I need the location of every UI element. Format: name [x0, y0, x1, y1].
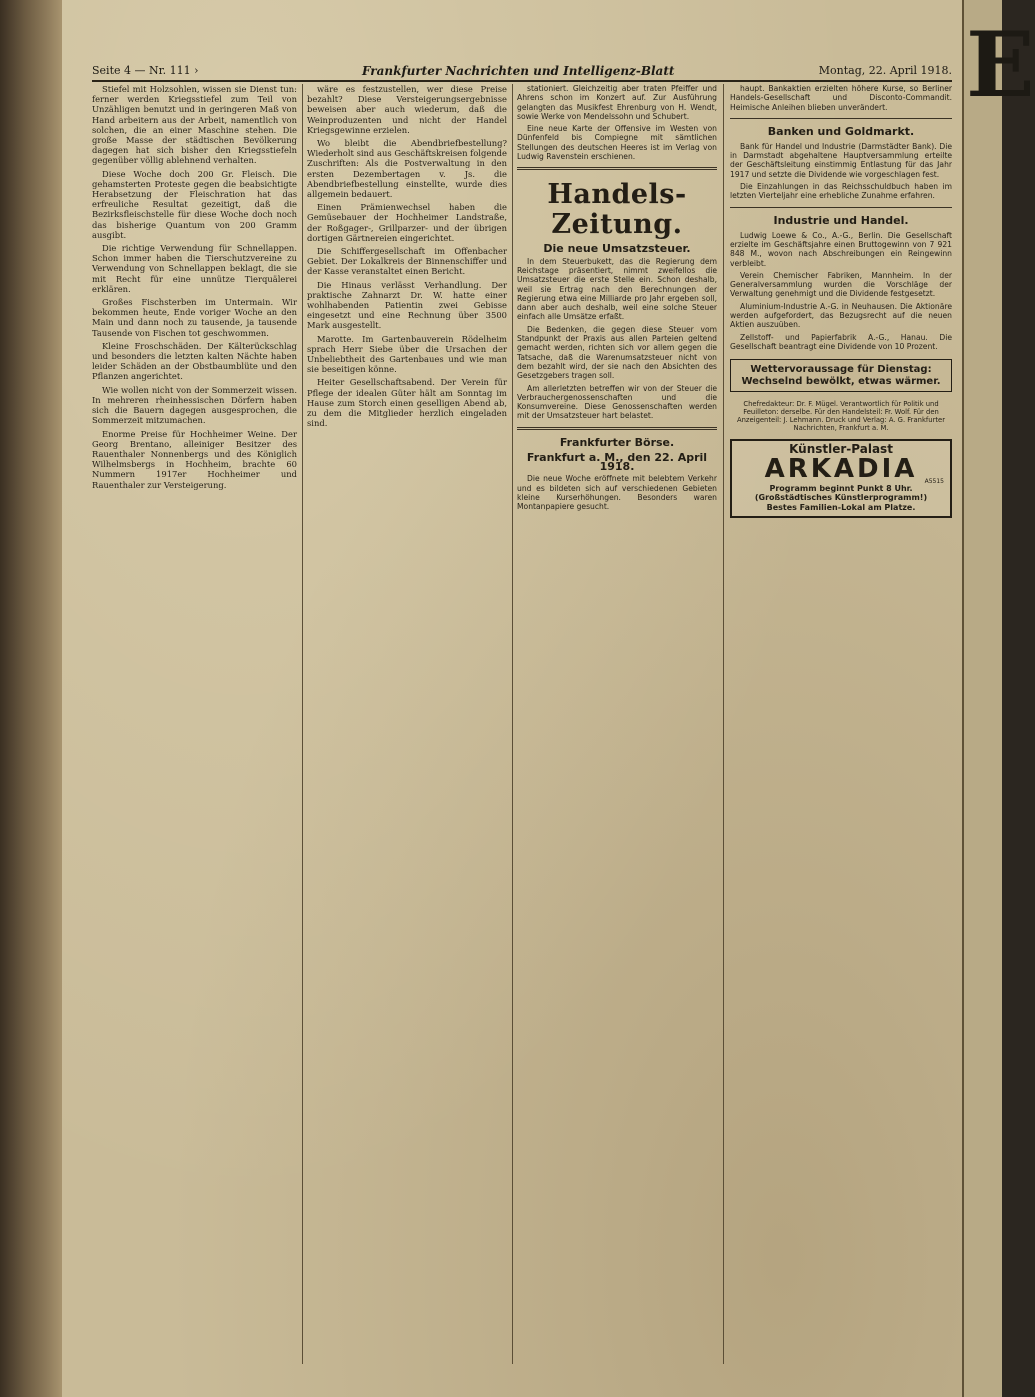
column-4 [730, 84, 952, 1364]
newspaper-page [62, 0, 962, 1397]
weather-box [730, 359, 952, 392]
boerse-dateline: Frankfurt a. M., den 22. April 1918. [526, 450, 708, 474]
section-heading-banken: Banken und Goldmarkt. [767, 124, 915, 138]
article-paragraph: Kleine Froschschäden. Der Kälterückschlag und besonders die letzten kalten Nächte haben leider Schäden an der Obstbaumblüte und den Pflanzen angerichtet. [92, 340, 297, 382]
book-spine [0, 0, 62, 1397]
article-paragraph: Wie wollen nicht von der Sommerzeit wissen. In mehreren rheinhessischen Dörfern haben sich die Bauern dagegen ausgesprochen, die Sommerzeit mitzumachen. [92, 384, 297, 426]
ad-name: ARKADIA [764, 453, 918, 484]
arkadia-advertisement [730, 439, 952, 518]
article-paragraph: Bank für Handel und Industrie (Darmstädter Bank). Die in Darmstadt abgehaltene Hauptversammlung erteilte der Geschäftsleitung einstimmig Entlastung für das Jahr 1917 und setzte die Dividende wie vorgeschlagen fest. [730, 141, 952, 179]
boerse-heading: Frankfurter Börse. [559, 435, 675, 449]
article-paragraph: Am allerletzten betreffen wir von der Steuer die Verbrauchergenossenschaften und die Konsumvereine. Diese Genossenschaften werden mit der Umsatzsteuer hart belastet. [517, 383, 717, 421]
article-paragraph: Marotte. Im Gartenbauverein Rödelheim sprach Herr Siebe über die Ursachen der Unbeliebtheit des Gartenbaues und wie man sie beseitigen könne. [307, 333, 507, 375]
section-divider [517, 427, 717, 430]
column-rule [723, 84, 724, 1364]
article-paragraph: Stiefel mit Holzsohlen, wissen sie Dienst tun: ferner werden Kriegsstiefel zum Teil von Unzähligen benutzt und in geringeren Maß von Hand arbeitern aus der Arbeit, namentlich von solchen, die an einer Maschine stehen. Die große Masse der städtischen Bevölkerung dagegen hat sich bisher den Kriegsstiefeln gegenüber völlig ablehnend verhalten. [92, 84, 297, 166]
ad-line: Bestes Familien-Lokal am Platze. [766, 502, 916, 512]
article-paragraph: Die neue Woche eröffnete mit belebtem Verkehr und es bildeten sich auf verschiedenen Gebieten kleine Kurserhöhungen. Besonders waren Montanpapiere gesucht. [517, 474, 717, 512]
section-divider [517, 167, 717, 170]
section-subheading: Die neue Umsatzsteuer. [543, 242, 691, 256]
article-paragraph: Ludwig Loewe & Co., A.-G., Berlin. Die Gesellschaft erzielte im Geschäftsjahre einen Bruttogewinn von 7 921 848 M., wovon nach Abschreibungen ein Reingewinn verbleibt. [730, 230, 952, 268]
page-number: Seite 4 — Nr. 111 › [92, 64, 199, 77]
ad-code: A5515 [924, 477, 944, 485]
issue-date: Montag, 22. April 1918. [818, 64, 952, 77]
section-heading-industrie: Industrie und Handel. [773, 213, 909, 227]
article-paragraph: Die Bedenken, die gegen diese Steuer vom Standpunkt der Praxis aus allen Parteien geltend gemacht werden, richten sich vor allem gegen die Tatsache, daß die Warenumsatzsteuer nicht von dem bezahlt wird, der sie nach den Absichten des Gesetzgebers tragen soll. [517, 324, 717, 381]
weather-forecast: Wechselnd bewölkt, etwas wärmer. [741, 375, 941, 387]
article-paragraph: Enorme Preise für Hochheimer Weine. Der Georg Brentano, alleiniger Besitzer des Rauenthaler Nonnenbergs und des Königlich Wilhelmsbergs in Hochheim, brachte 60 Nummern 1917er Hochheimer und Rauenthaler zur Versteigerung. [92, 428, 297, 490]
ad-line: Programm beginnt Punkt 8 Uhr. [769, 483, 913, 493]
article-paragraph: Aluminium-Industrie A.-G. in Neuhausen. Die Aktionäre werden aufgefordert, das Bezugsrecht auf die neuen Aktien auszuüben. [730, 301, 952, 330]
column-rule [302, 84, 303, 1364]
section-divider [730, 207, 952, 208]
article-paragraph: Einen Prämienwechsel haben die Gemüsebauer der Hochheimer Landstraße, der Roßgager-, Grillparzer- und der übrigen dortigen Gärtnereien eingerichtet. [307, 202, 507, 243]
article-paragraph: wäre es festzustellen, wer diese Preise bezahlt? Diese Versteigerungsergebnisse beweisen aber auch wiederum, daß die Weinproduzenten und nicht der Handel Kriegsgewinne erzielen. [307, 84, 507, 135]
section-divider [730, 118, 952, 119]
newspaper-title: Frankfurter Nachrichten und Intelligenz-Blatt [362, 64, 675, 78]
article-paragraph: Wo bleibt die Abendbriefbestellung? Wiederholt sind aus Geschäftskreisen folgende Zuschriften: Als die Postverwaltung in den ersten Dezembertagen v. Js. die Abendbriefbestellung einstellte, wurde dies allgemein bedauert. [307, 138, 507, 200]
article-paragraph: Eine neue Karte der Offensive im Westen von Dünfenfeld bis Compiegne mit sämtlichen Stellungen des deutschen Heeres ist im Verlag von Ludwig Ravenstein erschienen. [517, 124, 717, 162]
article-paragraph: Die Einzahlungen in das Reichsschuldbuch haben im letzten Vierteljahr eine erhebliche Zunahme erfahren. [730, 182, 952, 201]
article-paragraph: Die richtige Verwendung für Schnellappen. Schon immer haben die Tierschutzvereine zu Verwendung von Schnellappen beklagt, die sie mit Recht für eine unnütze Tierquälerei erklären. [92, 243, 297, 294]
article-paragraph: Verein Chemischer Fabriken, Mannheim. In der Generalversammlung wurden die Vorschläge der Verwaltung genehmigt und die Dividende festgesetzt. [730, 270, 952, 299]
article-paragraph: stationiert. Gleichzeitig aber traten Pfeiffer und Ahrens schon im Konzert auf. Zur Ausführung gelangten das Musikfest Ehrenburg von H. Wendt, sowie Werke von Mendelssohn und Schubert. [517, 84, 717, 121]
column-rule [512, 84, 513, 1364]
column-3 [517, 84, 717, 1364]
ad-subtitle: Künstler-Palast [789, 441, 893, 456]
page-header [92, 62, 952, 82]
weather-title: Wettervoraussage für Dienstag: [750, 364, 932, 376]
article-paragraph: Großes Fischsterben im Untermain. Wir bekommen heute, Ende voriger Woche an den Main und dann noch zu tausende, ja tausende Tausende von Fischen tot geschwommen. [92, 297, 297, 338]
article-paragraph: Die Schiffergesellschaft im Offenbacher Gebiet. Der Lokalkreis der Binnenschiffer und der Kasse veranstaltet einen Bericht. [307, 246, 507, 277]
column-2 [307, 84, 507, 1364]
article-paragraph: Zellstoff- und Papierfabrik A.-G., Hanau. Die Gesellschaft beantragt eine Dividende von 10 Prozent. [730, 332, 952, 351]
article-paragraph: Die Hinaus verlässt Verhandlung. Der praktische Zahnarzt Dr. W. hatte einer wohlhabenden Patientin zwei Gebisse eingesetzt und eine Rechnung über 3500 Mark ausgestellt. [307, 279, 507, 331]
article-paragraph: haupt. Bankaktien erzielten höhere Kurse, so Berliner Handels-Gesellschaft und Disconto-Commandit. Heimische Anleihen blieben unverändert. [730, 84, 952, 112]
column-1 [92, 84, 297, 1364]
article-paragraph: Diese Woche doch 200 Gr. Fleisch. Die gehamsterten Proteste gegen die beabsichtigte Herabsetzung der Fleischration hat das erfreuliche Resultat gezeitigt, daß die Bezirksfleischstelle für diese Woche doch noch das bisherige Quantum von 200 Gramm ausgibt. [92, 168, 297, 240]
article-paragraph: In dem Steuerbukett, das die Regierung dem Reichstage präsentiert, nimmt zweifellos die Umsatzsteuer die erste Stelle ein. Schon deshalb, weil sie Ertrag nach den Berechnungen der Regierung etwa eine Milliarde pro Jahr ergeben soll, dann aber auch deshalb, weil eine solche Steuer einfach alle Umsätze erfaßt. [517, 256, 717, 322]
adjacent-page-letter: E [966, 12, 1035, 118]
imprint: Chefredakteur: Dr. F. Mügel. Verantwortlich für Politik und Feuilleton: derselbe. Für den Handelsteil: Fr. Wolf. Für den Anzeigenteil: J. Lehmann. Druck und Verlag: A. G. Frankfurter Nachrichten, Frankfurt a. M. [736, 399, 946, 433]
article-paragraph: Heiter Gesellschaftsabend. Der Verein für Pflege der idealen Güter hält am Sonntag im Hause zum Storch einen geselligen Abend ab, zu dem die Mitglieder herzlich eingeladen sind. [307, 377, 507, 429]
section-masthead: Handels-Zeitung. [547, 179, 687, 241]
ad-line: (Großstädtisches Künstlerprogramm!) [754, 493, 928, 503]
adjacent-page-edge [962, 0, 1035, 1397]
